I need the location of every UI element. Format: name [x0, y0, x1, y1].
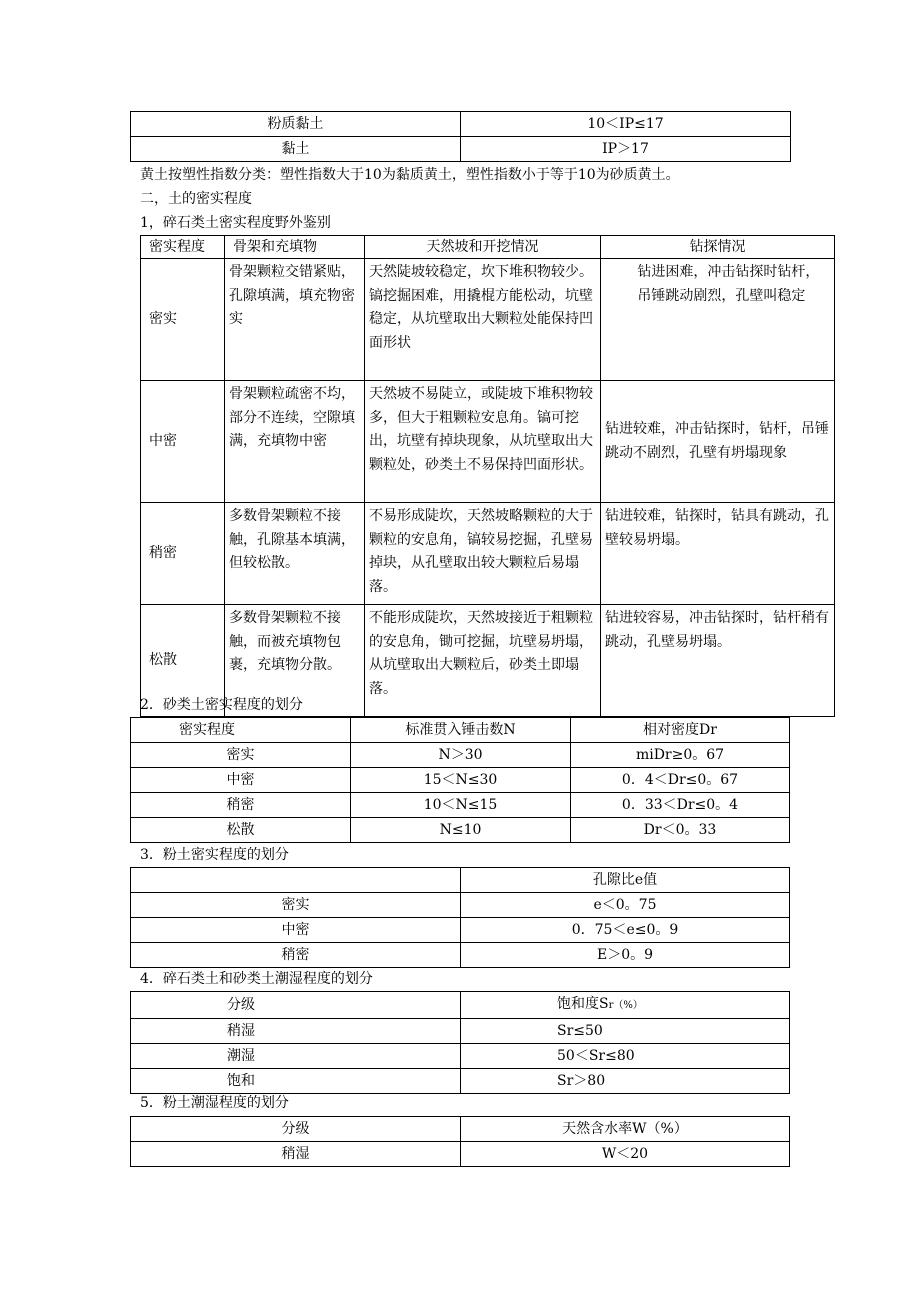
table-cell: 稍密: [131, 943, 461, 968]
table-cell: Sr≤50: [461, 1019, 790, 1044]
table-row: [131, 793, 790, 818]
table-row: [131, 893, 790, 918]
plasticity-table: [130, 111, 791, 162]
column-header: 密实程度: [141, 236, 225, 259]
table-cell: 密实: [131, 893, 461, 918]
table-cell: 稍湿: [131, 1142, 461, 1167]
table-cell: 骨架颗粒交错紧贴，孔隙填满，填充物密实: [225, 259, 365, 381]
subsection-heading: 3．粉土密实程度的划分: [140, 847, 289, 863]
table-cell: 潮湿: [131, 1044, 461, 1069]
table-row: [131, 818, 790, 843]
table-row: [131, 137, 791, 162]
table-cell: 钻进较难，冲击钻探时，钻杆，吊锤跳动不剧烈，孔壁有坍塌现象: [601, 381, 835, 503]
column-header: 天然坡和开挖情况: [365, 236, 601, 259]
table-row: [141, 381, 835, 503]
column-header: [131, 868, 461, 893]
table-row: [131, 1044, 790, 1069]
table-cell: W＜20: [461, 1142, 790, 1167]
table-cell: Sr＞80: [461, 1069, 790, 1094]
table-row: [131, 943, 790, 968]
table-cell: 钻进较容易，冲击钻探时，钻杆稍有跳动，孔壁易坍塌。: [601, 605, 835, 717]
table-row: [131, 1069, 790, 1094]
subsection-heading: 2．砂类土密实程度的划分: [140, 697, 303, 713]
table-cell: N＞30: [351, 743, 571, 768]
table-cell: 不能形成陡坎，天然坡接近于粗颗粒的安息角，锄可挖掘，坑壁易坍塌，从坑壁取出大颗粒后，砂类土即塌落。: [365, 605, 601, 717]
table-cell: 50＜Sr≤80: [461, 1044, 790, 1069]
table-header-row: [131, 1117, 790, 1142]
yellow-soil-paragraph: 黄土按塑性指数分类：塑性指数大于10为黏质黄土，塑性指数小于等于10为砂质黄土。: [140, 167, 680, 183]
saturation-table: [130, 991, 790, 1094]
table-cell: 稍密: [141, 503, 225, 605]
table-row: [131, 918, 790, 943]
sand-density-table: [130, 717, 790, 843]
column-header: 密实程度: [131, 718, 351, 743]
column-header: 天然含水率W（%）: [461, 1117, 790, 1142]
table-cell: 密实: [131, 743, 351, 768]
table-row: [141, 259, 835, 381]
table-cell: N≤10: [351, 818, 571, 843]
table-row: [131, 743, 790, 768]
column-header: 相对密度Dr: [571, 718, 790, 743]
table-cell: 钻进困难，冲击钻探时钻杆，吊锤跳动剧烈，孔壁叫稳定: [601, 259, 835, 381]
table-cell: 稍密: [131, 793, 351, 818]
column-header: 孔隙比e值: [461, 868, 790, 893]
table-cell: 多数骨架颗粒不接触，孔隙基本填满，但较松散。: [225, 503, 365, 605]
column-header: 钻探情况: [601, 236, 835, 259]
column-header: 分级: [131, 1117, 461, 1142]
table-cell: 天然陡坡较稳定，坎下堆积物较少。镐挖掘困难，用撬棍方能松动，坑壁稳定，从坑壁取出大颗粒处能保持凹面形状: [365, 259, 601, 381]
table-cell: 10＜N≤15: [351, 793, 571, 818]
table-cell: Dr＜0。33: [571, 818, 790, 843]
subsection-heading: 1，碎石类土密实程度野外鉴别: [140, 215, 331, 231]
table-cell: 稍湿: [131, 1019, 461, 1044]
table-header-row: [131, 868, 790, 893]
table-cell: 多数骨架颗粒不接触，而被充填物包裹，充填物分散。: [225, 605, 365, 717]
saturation-unit: r（%）: [608, 1000, 643, 1011]
table-cell: 0．75＜e≤0。9: [461, 918, 790, 943]
column-header: 骨架和充填物: [225, 236, 365, 259]
silt-density-table: [130, 867, 790, 968]
table-cell: 松散: [131, 818, 351, 843]
column-header: [461, 992, 790, 1019]
table-cell: 中密: [141, 381, 225, 503]
table-cell: 松散: [141, 605, 225, 717]
table-cell: 钻进较难，钻探时，钻具有跳动，孔壁较易坍塌。: [601, 503, 835, 605]
table-header-row: [141, 236, 835, 259]
table-cell: miDr≥0。67: [571, 743, 790, 768]
column-header: 分级: [131, 992, 461, 1019]
table-cell: 不易形成陡坎，天然坡略颗粒的大于颗粒的安息角，镐较易挖掘，孔壁易掉块，从孔壁取出较大颗粒后易塌落。: [365, 503, 601, 605]
table-cell: 0．33＜Dr≤0。4: [571, 793, 790, 818]
table-row: [131, 1142, 790, 1167]
table-cell: 天然坡不易陡立，或陡坡下堆积物较多，但大于粗颗粒安息角。镐可挖出，坑壁有掉块现象，从坑壁取出大颗粒处，砂类土不易保持凹面形状。: [365, 381, 601, 503]
section-heading: 二，土的密实程度: [140, 191, 252, 207]
table-cell: 密实: [141, 259, 225, 381]
table-cell: 黏土: [131, 137, 461, 162]
table-cell: 粉质黏土: [131, 112, 461, 137]
table-cell: e＜0。75: [461, 893, 790, 918]
table-row: [131, 1019, 790, 1044]
table-row: [131, 768, 790, 793]
table-cell: 10＜IP≤17: [461, 112, 791, 137]
table-cell: 饱和: [131, 1069, 461, 1094]
table-cell: 中密: [131, 918, 461, 943]
subsection-heading: 4．碎石类土和砂类土潮湿程度的划分: [140, 971, 373, 987]
subsection-heading: 5．粉土潮湿程度的划分: [140, 1095, 289, 1111]
moisture-table: [130, 1116, 790, 1167]
table-header-row: [131, 718, 790, 743]
table-cell: IP＞17: [461, 137, 791, 162]
gravel-density-table: [140, 235, 835, 717]
table-cell: 骨架颗粒疏密不均，部分不连续，空隙填满，充填物中密: [225, 381, 365, 503]
table-cell: E＞0。9: [461, 943, 790, 968]
table-cell: 15＜N≤30: [351, 768, 571, 793]
table-header-row: [131, 992, 790, 1019]
column-header: 标准贯入锤击数N: [351, 718, 571, 743]
table-row: [141, 503, 835, 605]
table-cell: 中密: [131, 768, 351, 793]
table-cell: 0．4＜Dr≤0。67: [571, 768, 790, 793]
saturation-label: 饱和度S: [557, 996, 609, 1012]
table-row: [131, 112, 791, 137]
